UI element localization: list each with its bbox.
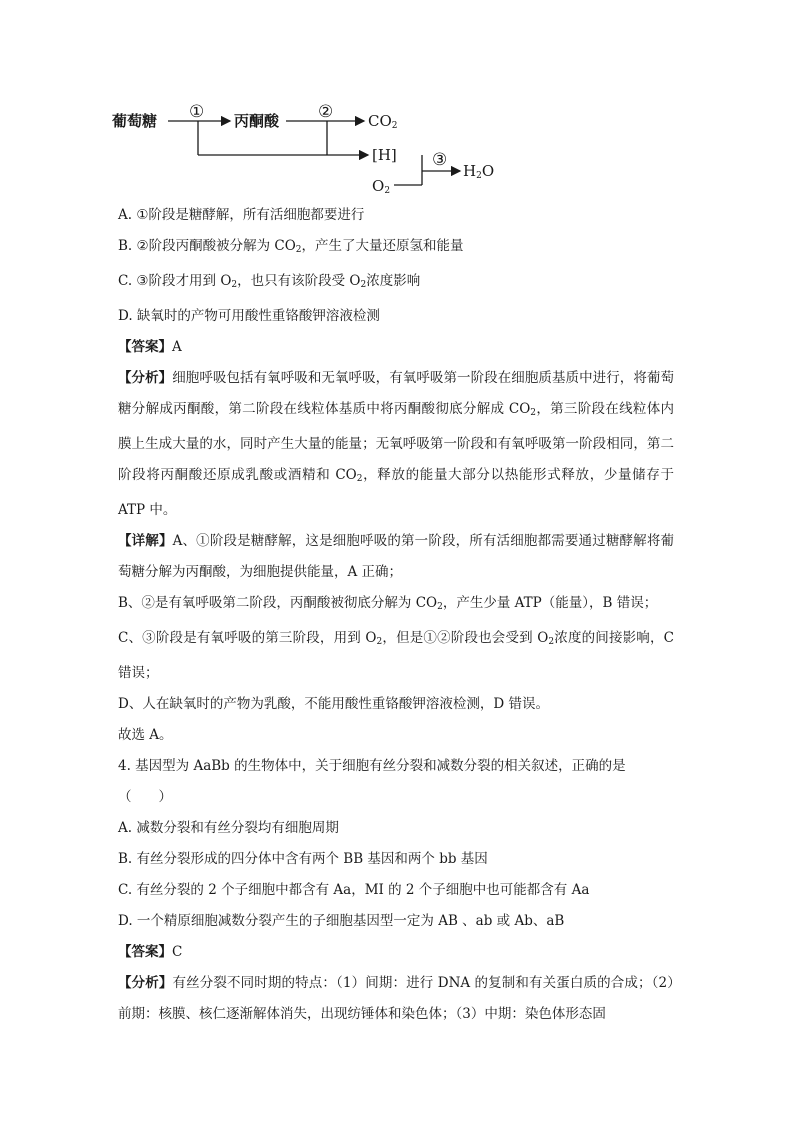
- step1-marker: ①: [189, 102, 205, 122]
- step3-marker: ③: [432, 150, 448, 170]
- q4-option-c: C. 有丝分裂的 2 个子细胞中都含有 Aa，MI 的 2 个子细胞中也可能都含有 Aa: [118, 882, 590, 898]
- q3-option-b: B. ②阶段丙酮酸被分解为 $CO_2$，产生了大量还原氢和能量: [118, 238, 464, 255]
- q4-stem: 4. 基因型为 AaBb 的生物体中，关于细胞有丝分裂和减数分裂的相关叙述，正确的是 （ ）: [118, 758, 626, 805]
- co2-label: $CO_2$: [368, 112, 398, 131]
- q4-answer: 【答案】C: [118, 944, 183, 960]
- q4-option-a: A. 减数分裂和有丝分裂均有细胞周期: [118, 820, 339, 836]
- q3-answer: 【答案】A: [118, 339, 182, 355]
- glucose-label: 葡萄糖: [112, 112, 158, 130]
- pyruvate-label: 丙酮酸: [234, 112, 280, 130]
- document-body: [118, 200, 674, 1030]
- hydrogen-label: [H]: [372, 146, 397, 164]
- q3-analysis: 【分析】细胞呼吸包括有氧呼吸和无氧呼吸，有氧呼吸第一阶段在细胞质基质中进行，将葡萄糖分解成丙酮酸，第二阶段在线粒体基质中将丙酮酸彻底分解成 $CO_2$，第三阶段在线粒体内膜上生成大量的水，同时产生大量的能量；无氧呼吸第一阶段和有氧呼吸第一阶段相同，第二阶段将丙酮酸还原成乳酸或酒精和 $CO_2$，释放的能量大部分以热能形式释放，少量储存于 ATP 中。: [118, 370, 674, 518]
- q4-option-d: D. 一个精原细胞减数分裂产生的子细胞基因型一定为 AB 、ab 或 Ab、aB: [118, 913, 565, 929]
- q3-option-d: D. 缺氧时的产物可用酸性重铬酸钾溶液检测: [118, 308, 380, 324]
- q3-detail-d: D、人在缺氧时的产物为乳酸，不能用酸性重铬酸钾溶液检测，D 错误。: [118, 696, 549, 712]
- o2-label: $O_2$: [372, 177, 391, 196]
- q3-conclusion: 故选 A。: [118, 727, 173, 743]
- q3-detail-b: B、②是有氧呼吸第二阶段，丙酮酸被彻底分解为 $CO_2$，产生少量 ATP（能量），B 错误；: [118, 595, 658, 612]
- respiration-diagram: [110, 95, 530, 205]
- q3-option-c: C. ③阶段才用到 $O_2$，也只有该阶段受 $O_2$浓度影响: [118, 273, 421, 290]
- step2-marker: ②: [318, 102, 334, 122]
- q3-detail-a: 【详解】A、①阶段是糖酵解，这是细胞呼吸的第一阶段，所有活细胞都需要通过糖酵解将葡萄糖分解为丙酮酸，为细胞提供能量，A 正确；: [118, 533, 674, 580]
- h2o-label: $H_2O$: [463, 162, 495, 181]
- q4-analysis: 【分析】有丝分裂不同时期的特点：（1）间期：进行 DNA 的复制和有关蛋白质的合成；（2）前期：核膜、核仁逐渐解体消失，出现纺锤体和染色体；（3）中期：染色体形态固: [118, 975, 674, 1022]
- q3-detail-c: C、③阶段是有氧呼吸的第三阶段，用到 $O_2$，但是①②阶段也会受到 $O_2$浓度的间接影响，C 错误；: [118, 630, 674, 681]
- q3-option-a: A. ①阶段是糖酵解，所有活细胞都要进行: [118, 207, 365, 223]
- q4-option-b: B. 有丝分裂形成的四分体中含有两个 BB 基因和两个 bb 基因: [118, 851, 488, 867]
